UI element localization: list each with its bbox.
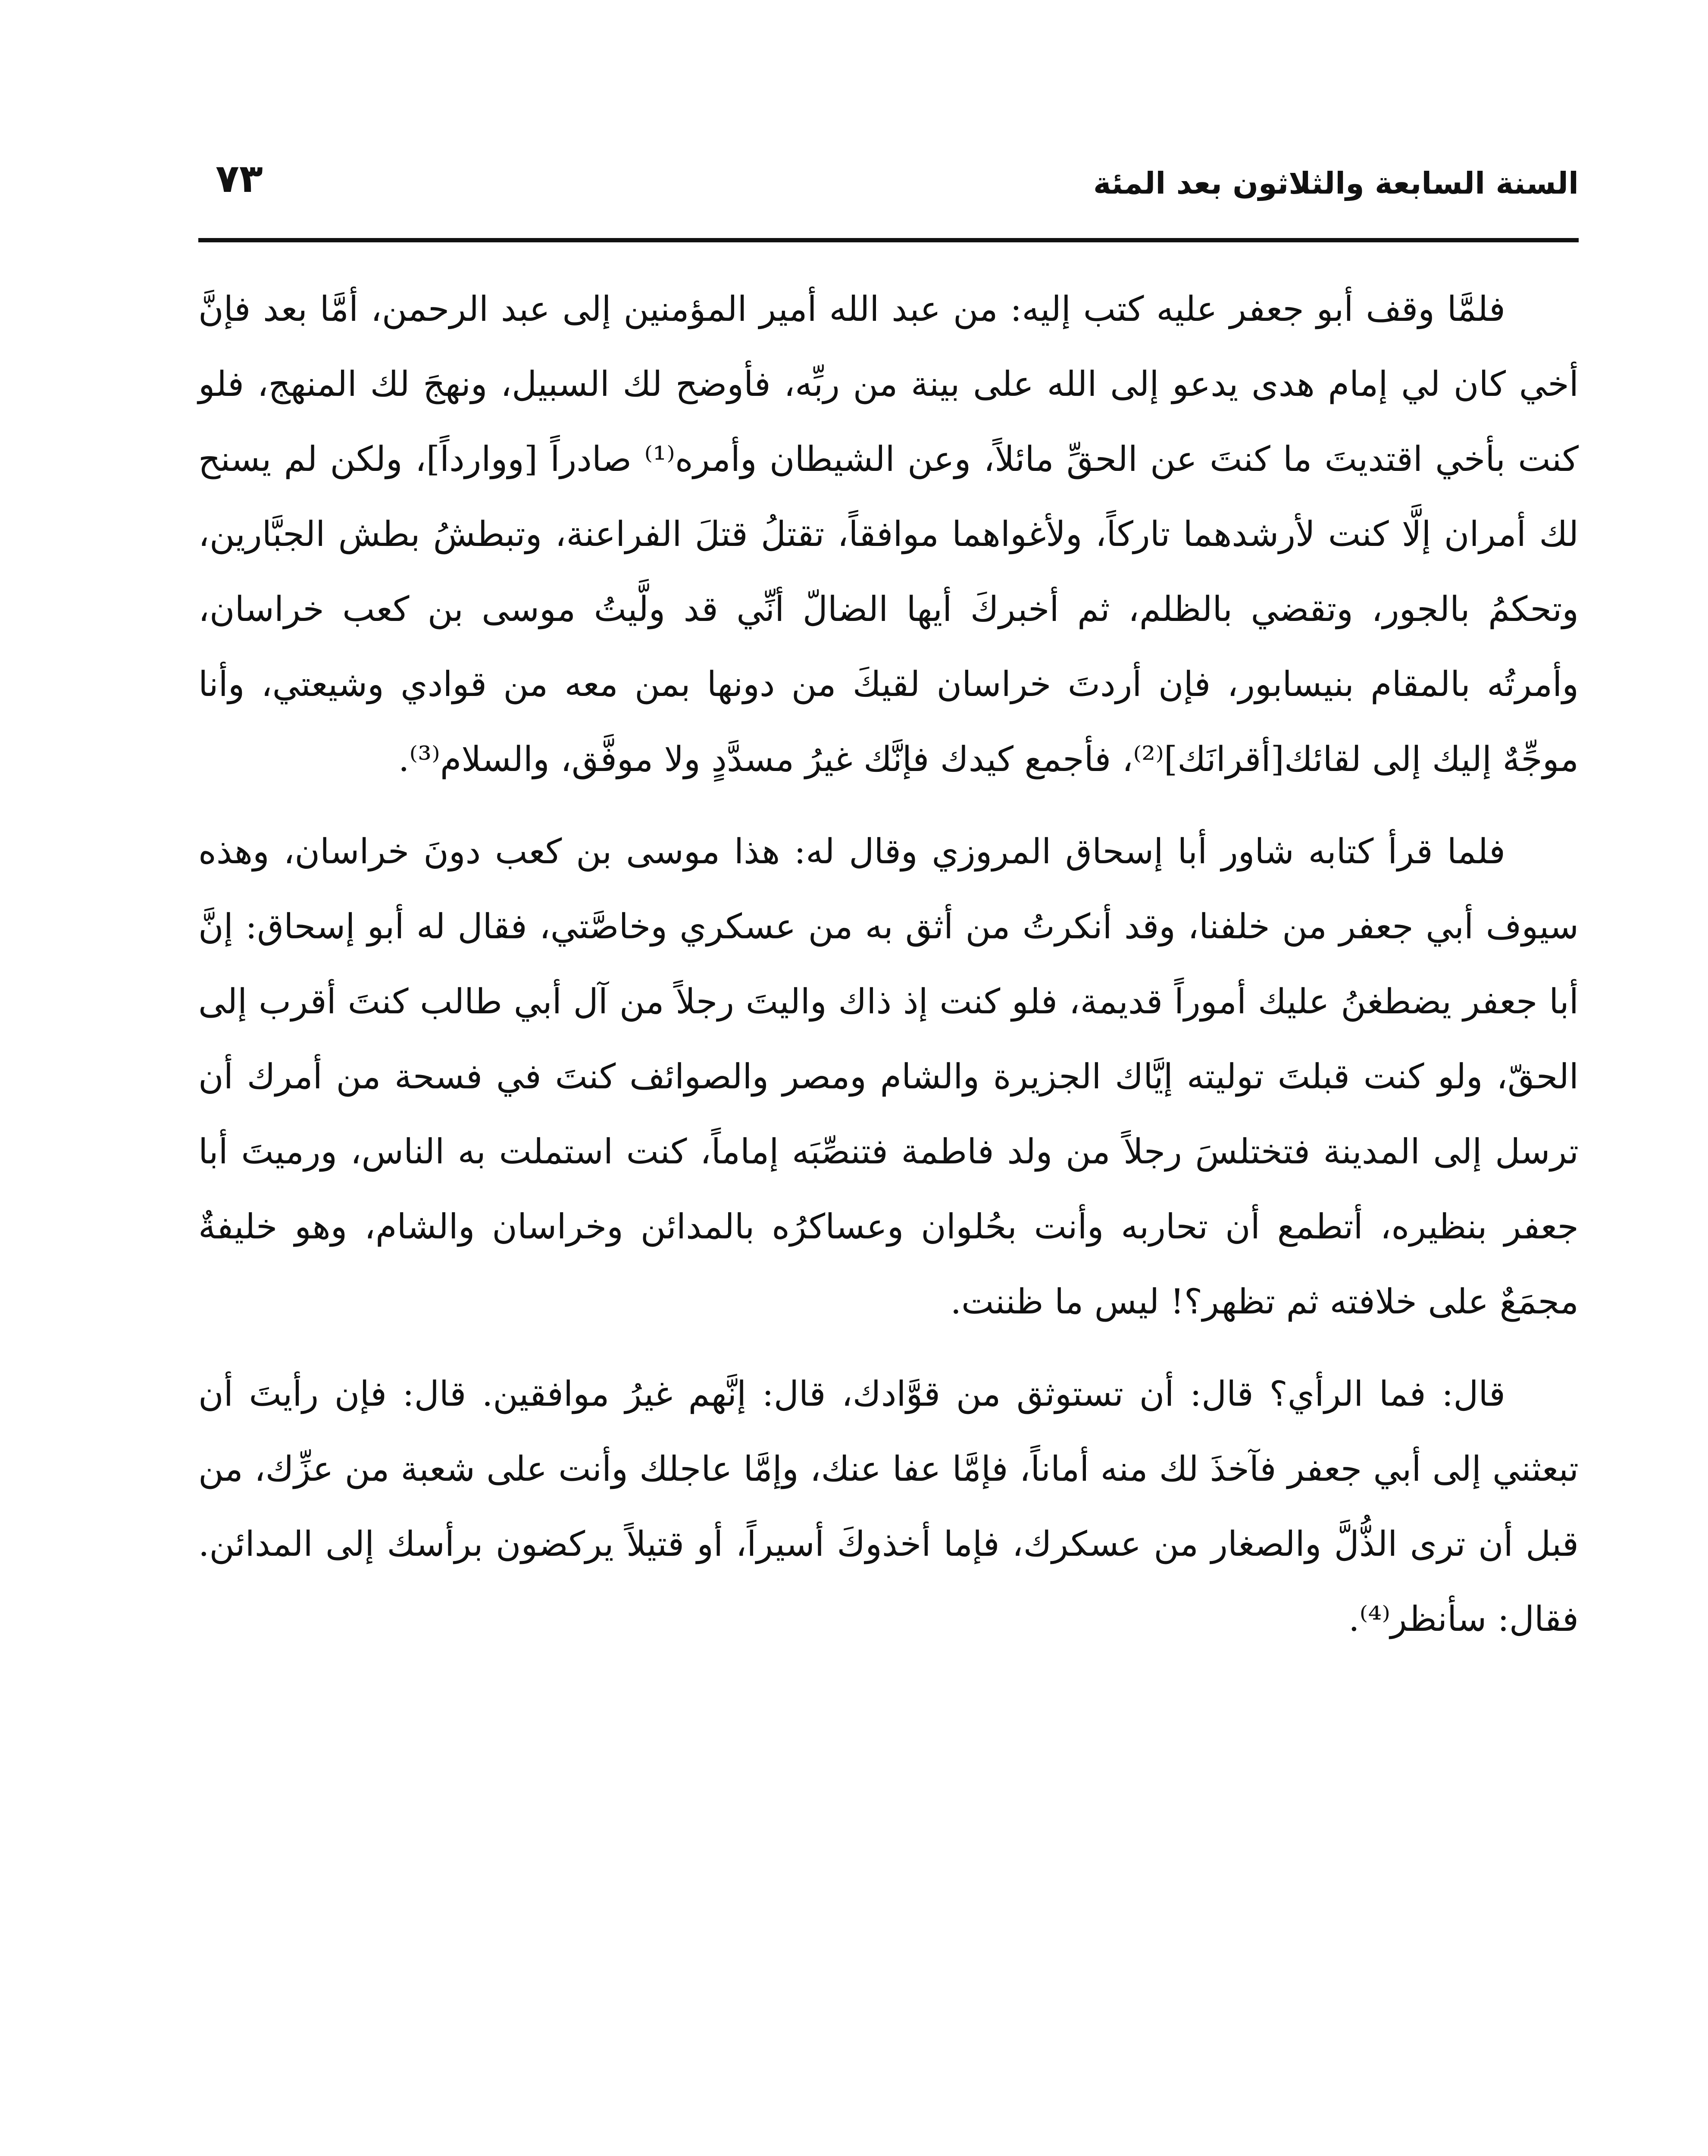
paragraph-advice: قال: فما الرأي؟ قال: أن تستوثق من قوَّادك، قال: إنَّهم غيرُ موافقين. قال: فإن رأيتَ أن تبعثني إلى أبي جعفر فآخذَ لك منه أماناً، فإمَّا عفا عنك، وإمَّا عاجلك وأنت على شعبة من عزِّك، من قبل أن ترى الذُّلَّ والصغار من عسكرك، فإما أخذوكَ أسيراً، أو قتيلاً يركضون برأسك إلى المدائن. فقال: سأنظر⁽⁴⁾. [198, 1374, 1579, 1639]
paragraph-letter: فلمَّا وقف أبو جعفر عليه كتب إليه: من عبد الله أمير المؤمنين إلى عبد الرحمن، أمَّا بعد فإنَّ أخي كان لي إمام هدى يدعو إلى الله على بينة من ربِّه، فأوضح لك السبيل، ونهجَ لك المنهج، فلو كنت بأخي اقتديتَ ما كنتَ عن الحقِّ مائلاً، وعن الشيطان وأمره⁽¹⁾ صادراً [ووارداً]، ولكن لم يسنح لك أمران إلَّا كنت لأرشدهما تاركاً، ولأغواهما موافقاً، تقتلُ قتلَ الفراعنة، وتبطشُ بطش الجبَّارين، وتحكمُ بالجور، وتقضي بالظلم، ثم أخبركَ أيها الضالّ أنِّي قد ولَّيتُ موسى بن كعب خراسان، وأمرتُه بالمقام بنيسابور، فإن أردتَ خراسان لقيكَ من دونها بمن معه من قوادي وشيعتي، وأنا موجِّهٌ إليك إلى لقائك[أقرانَك]⁽²⁾، فأجمع كيدك فإنَّك غيرُ مسدَّدٍ ولا موفَّق، والسلام⁽³⁾. [198, 289, 1579, 779]
main-text [198, 272, 1579, 1674]
running-header [198, 155, 1579, 220]
page-number: ٧٣ [216, 156, 263, 201]
header-rule [198, 238, 1579, 242]
paragraph-consultation: فلما قرأ كتابه شاور أبا إسحاق المروزي وقال له: هذا موسى بن كعب دونَ خراسان، وهذه سيوف أبي جعفر من خلفنا، وقد أنكرتُ من أثق به من عسكري وخاصَّتي، فقال له أبو إسحاق: إنَّ أبا جعفر يضطغنُ عليك أموراً قديمة، فلو كنت إذ ذاك واليتَ رجلاً من آل أبي طالب كنتَ أقرب إلى الحقّ، ولو كنت قبلتَ توليته إيَّاك الجزيرة والشام ومصر والصوائف كنتَ في فسحة من أمرك أن ترسل إلى المدينة فتختلسَ رجلاً من ولد فاطمة فتنصِّبَه إماماً، كنت استملت به الناس، ورميتَ أبا جعفر بنظيره، أتطمع أن تحاربه وأنت بحُلوان وعساكرُه بالمدائن وخراسان والشام، وهو خليفةٌ مجمَعٌ على خلافته ثم تظهر؟! ليس ما ظننت. [198, 831, 1579, 1322]
running-title: السنة السابعة والثلاثون بعد المئة [1093, 166, 1579, 201]
